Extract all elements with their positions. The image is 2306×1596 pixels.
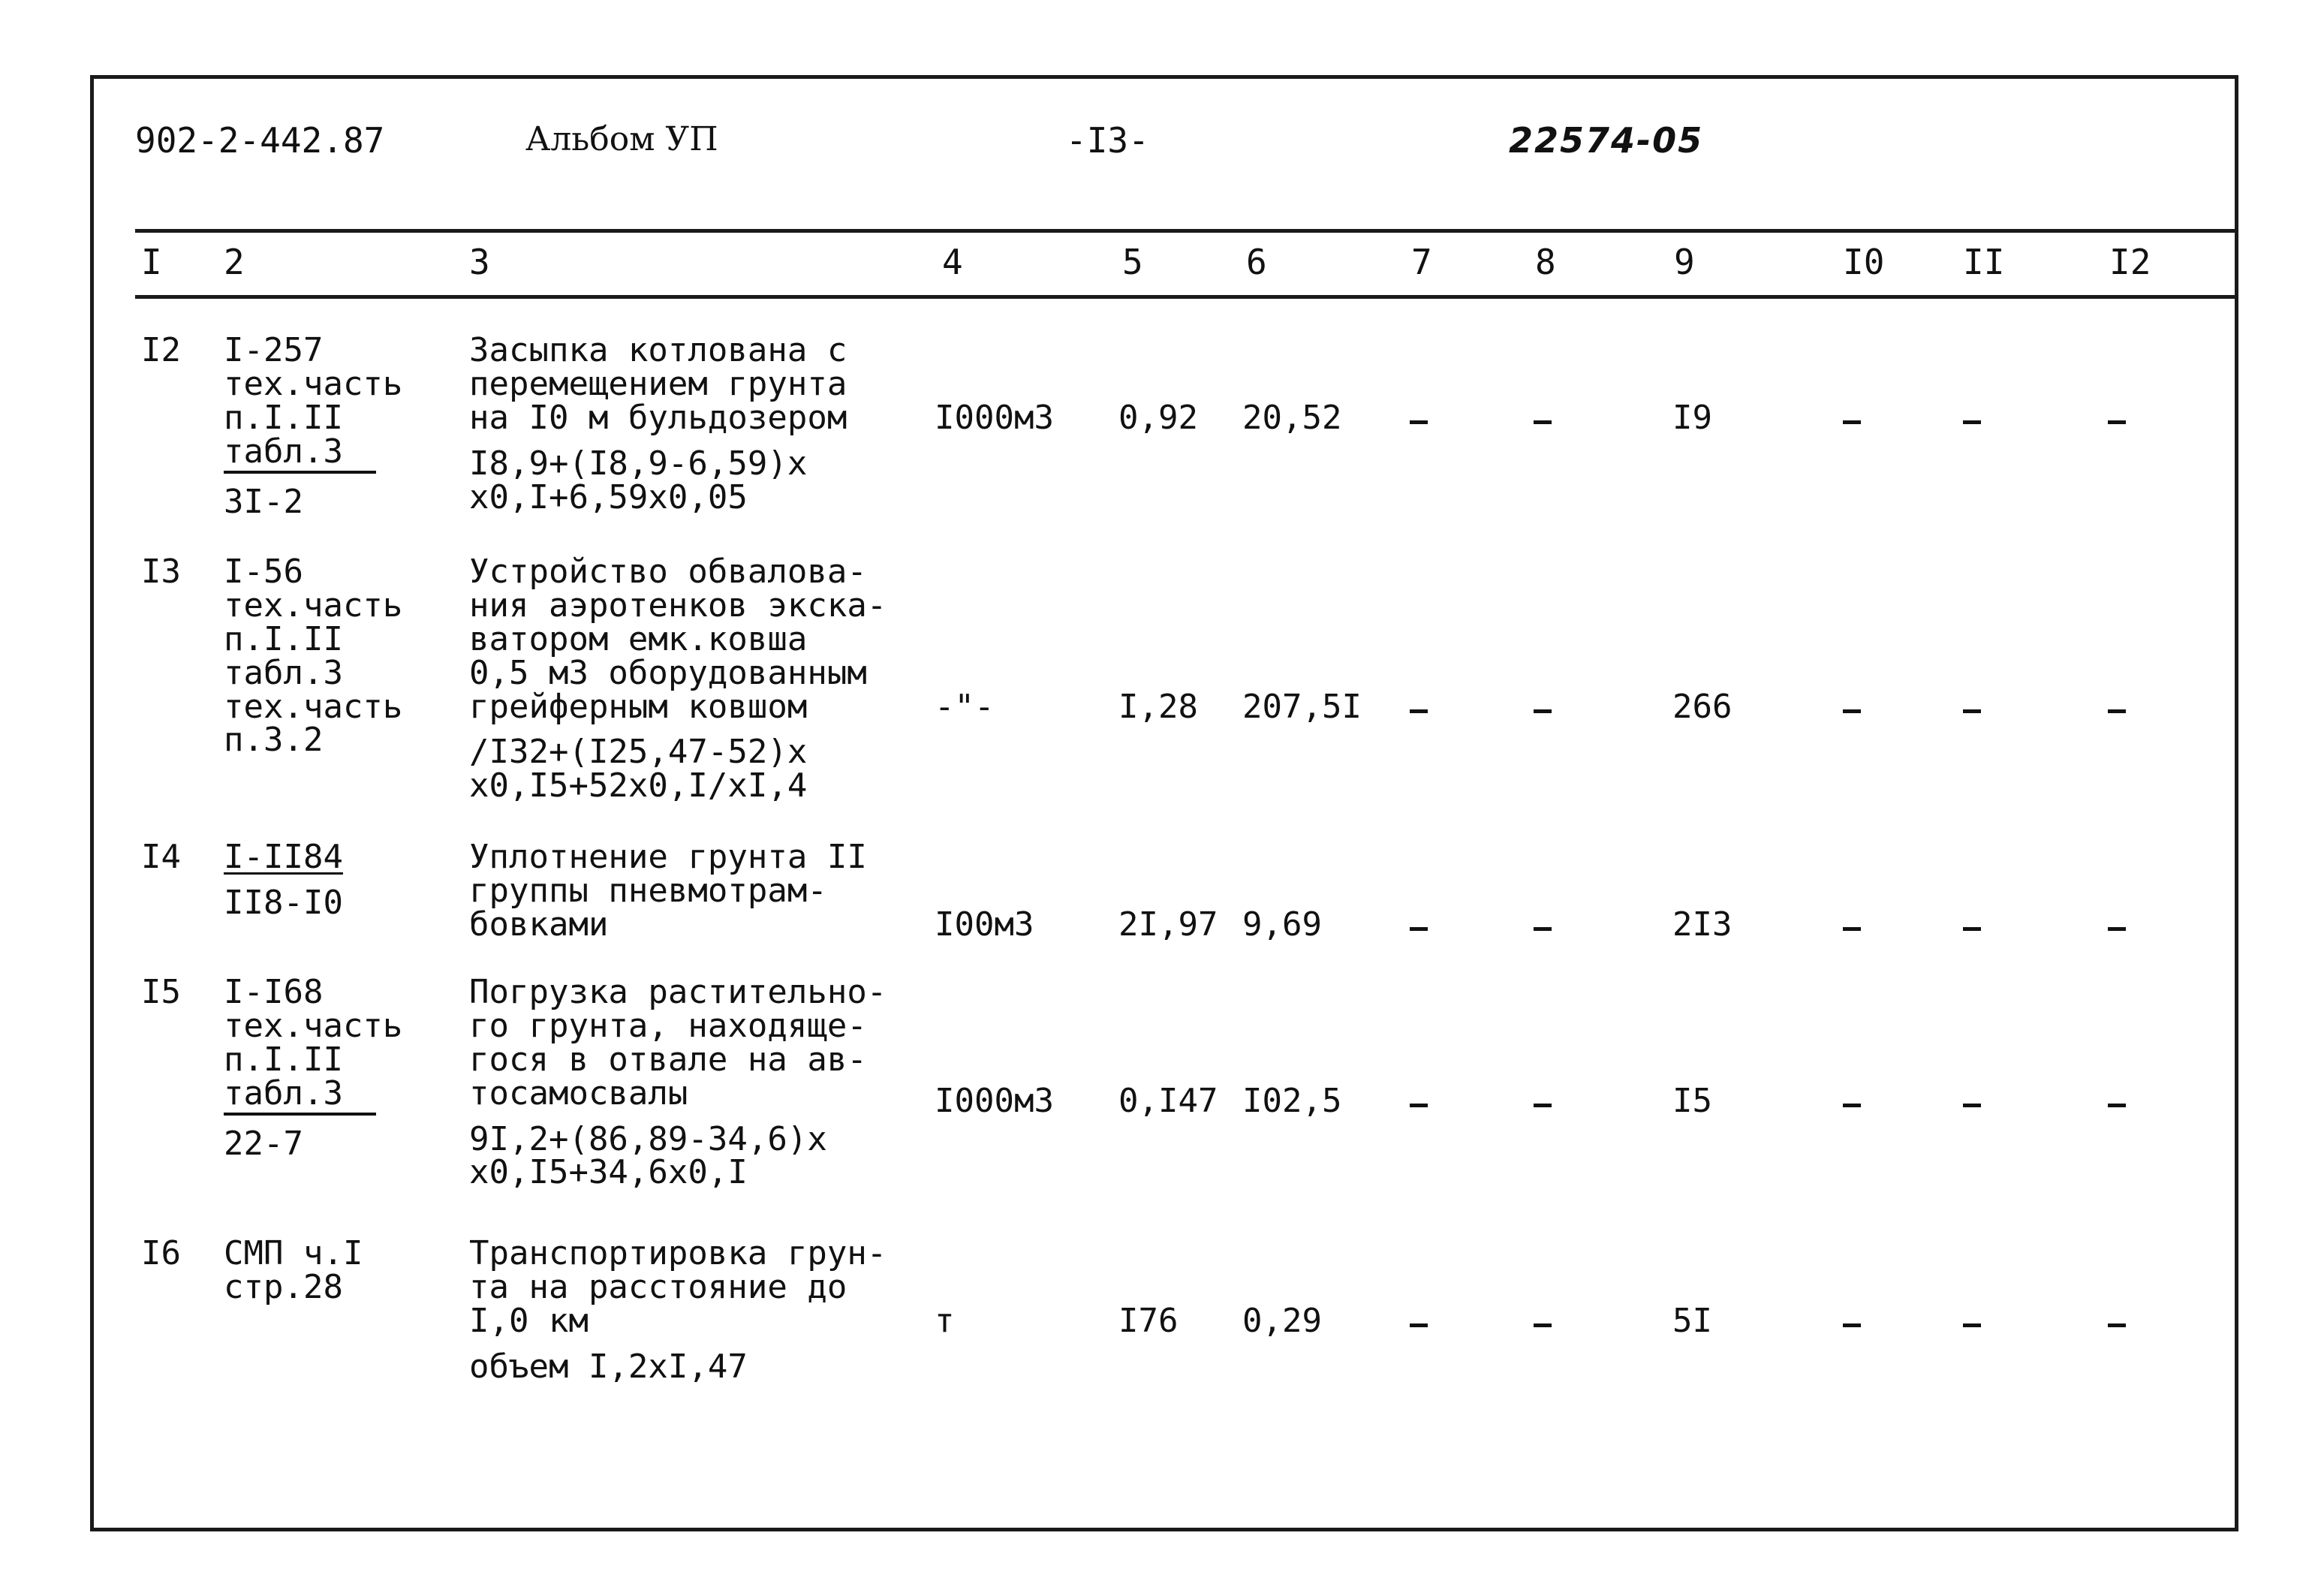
desc-line: Устройство обвалова- — [469, 553, 867, 591]
dash-col10 — [1843, 420, 1861, 424]
row-number: I4 — [141, 838, 181, 876]
dash-col7 — [1410, 420, 1428, 424]
description-cell — [469, 838, 867, 944]
dash-col12 — [2108, 1104, 2126, 1107]
desc-line: на I0 м бульдозером — [469, 398, 847, 437]
col9-cell: I9 — [1672, 399, 1712, 437]
ref-line: тех.часть — [224, 1006, 403, 1045]
formula-line: /I32+(I25,47-52)x — [469, 733, 808, 772]
desc-line: та на расстояние до — [469, 1267, 847, 1306]
formula-line: 9I,2+(86,89-34,6)x — [469, 1119, 827, 1158]
desc-line: ватором емк.ковша — [469, 619, 808, 658]
price-cell: 9,69 — [1242, 905, 1322, 944]
unit-cell: I000м3 — [935, 399, 1054, 437]
album-label: Альбом УП — [525, 120, 718, 158]
desc-line: Уплотнение грунта II — [469, 838, 867, 876]
dash-col11 — [1963, 927, 1981, 931]
ref-line: тех.часть — [224, 586, 403, 625]
desc-line: перемещением грунта — [469, 364, 847, 403]
handwritten-number: 22574-05 — [1509, 120, 1704, 161]
col-num-9: 9 — [1674, 242, 1695, 282]
formula-line: x0,I5+34,6x0,I — [469, 1153, 748, 1192]
row-number: I6 — [141, 1234, 181, 1272]
description-cell — [469, 973, 887, 1192]
quantity-cell: 0,92 — [1118, 399, 1198, 437]
document-code: 902-2-442.87 — [135, 120, 385, 161]
dash-col7 — [1410, 1323, 1428, 1327]
col-num-2: 2 — [224, 242, 245, 282]
col-num-8: 8 — [1535, 242, 1556, 282]
price-cell: 20,52 — [1242, 399, 1342, 437]
dash-col7 — [1410, 927, 1428, 931]
desc-line: 0,5 м3 оборудованным — [469, 653, 867, 692]
dash-col11 — [1963, 1104, 1981, 1107]
desc-line: тосамосвалы — [469, 1074, 688, 1113]
quantity-cell: I76 — [1118, 1302, 1179, 1340]
ref-line: табл.3 — [224, 653, 343, 692]
quantity-cell: I,28 — [1118, 688, 1198, 726]
reference-cell — [224, 331, 403, 521]
row-number: I5 — [141, 973, 181, 1011]
dash-col8 — [1534, 927, 1552, 931]
col-num-10: I0 — [1843, 242, 1885, 282]
desc-line: Засыпка котлована с — [469, 331, 847, 369]
col9-cell: 266 — [1672, 688, 1733, 726]
dash-col8 — [1534, 1323, 1552, 1327]
dash-col7 — [1410, 1104, 1428, 1107]
price-cell: I02,5 — [1242, 1082, 1342, 1120]
unit-cell: I000м3 — [935, 1082, 1054, 1120]
row-number: I3 — [141, 553, 181, 591]
col9-cell: I5 — [1672, 1082, 1712, 1120]
formula-line: объем I,2xI,47 — [469, 1347, 748, 1386]
description-cell — [469, 331, 847, 516]
ref-line: табл.3 — [224, 1077, 376, 1116]
dash-col7 — [1410, 709, 1428, 713]
dash-col11 — [1963, 709, 1981, 713]
dash-col11 — [1963, 420, 1981, 424]
col-num-1: I — [141, 242, 162, 282]
formula-line: I8,9+(I8,9-6,59)x — [469, 444, 808, 483]
dash-col12 — [2108, 1323, 2126, 1327]
ref-line: I-I68 — [224, 973, 324, 1011]
ref-line: п.I.II — [224, 398, 343, 437]
col-num-4: 4 — [942, 242, 963, 282]
col-num-11: II — [1963, 242, 2005, 282]
description-cell — [469, 553, 887, 806]
ref-line: I-257 — [224, 331, 324, 369]
ref-line: СМП ч.I — [224, 1234, 363, 1272]
column-header-rule — [135, 295, 2237, 299]
ref-line: 22-7 — [224, 1124, 303, 1163]
row-number: I2 — [141, 331, 181, 369]
ref-line: п.I.II — [224, 619, 343, 658]
desc-line: Погрузка растительно- — [469, 973, 887, 1011]
dash-col12 — [2108, 927, 2126, 931]
dash-col8 — [1534, 1104, 1552, 1107]
col-num-3: 3 — [469, 242, 490, 282]
desc-line: грейферным ковшом — [469, 687, 808, 726]
dash-col11 — [1963, 1323, 1981, 1327]
reference-cell — [224, 973, 403, 1163]
unit-cell: I00м3 — [935, 905, 1034, 944]
ref-line: II8-I0 — [224, 883, 343, 922]
ref-line: I-56 — [224, 553, 303, 591]
reference-cell — [224, 838, 343, 922]
desc-line: ния аэротенков экска- — [469, 586, 887, 625]
dash-col10 — [1843, 1104, 1861, 1107]
unit-cell: т — [935, 1302, 955, 1340]
ref-line: I-II84 — [224, 838, 343, 876]
ref-line: табл.3 — [224, 435, 376, 474]
desc-line: группы пневмотрам- — [469, 871, 827, 910]
description-cell — [469, 1234, 887, 1386]
desc-line: I,0 км — [469, 1301, 589, 1340]
header-rule — [135, 229, 2237, 233]
col-num-12: I2 — [2109, 242, 2151, 282]
desc-line: го грунта, находяще- — [469, 1006, 867, 1045]
col9-cell: 5I — [1672, 1302, 1712, 1340]
ref-line: стр.28 — [224, 1267, 343, 1306]
quantity-cell: 2I,97 — [1118, 905, 1218, 944]
desc-line: гося в отвале на ав- — [469, 1040, 867, 1079]
formula-line: x0,I5+52x0,I/xI,4 — [469, 766, 808, 806]
reference-cell — [224, 553, 403, 760]
desc-line: Транспортировка грун- — [469, 1234, 887, 1272]
dash-col12 — [2108, 420, 2126, 424]
ref-line: тех.часть — [224, 687, 403, 726]
dash-col12 — [2108, 709, 2126, 713]
unit-cell: -"- — [935, 688, 995, 726]
reference-cell — [224, 1234, 363, 1306]
desc-line: бовками — [469, 905, 609, 944]
formula-line: x0,I+6,59x0,05 — [469, 477, 748, 516]
ref-line: 3I-2 — [224, 482, 303, 521]
col9-cell: 2I3 — [1672, 905, 1733, 944]
col-num-5: 5 — [1122, 242, 1143, 282]
page-number: -I3- — [1066, 120, 1149, 161]
col-num-7: 7 — [1411, 242, 1432, 282]
dash-col8 — [1534, 420, 1552, 424]
dash-col10 — [1843, 709, 1861, 713]
dash-col10 — [1843, 927, 1861, 931]
dash-col10 — [1843, 1323, 1861, 1327]
price-cell: 207,5I — [1242, 688, 1362, 726]
col-num-6: 6 — [1246, 242, 1267, 282]
price-cell: 0,29 — [1242, 1302, 1322, 1340]
ref-line: тех.часть — [224, 364, 403, 403]
ref-line: п.3.2 — [224, 721, 324, 760]
ref-line: п.I.II — [224, 1040, 343, 1079]
quantity-cell: 0,I47 — [1118, 1082, 1218, 1120]
dash-col8 — [1534, 709, 1552, 713]
